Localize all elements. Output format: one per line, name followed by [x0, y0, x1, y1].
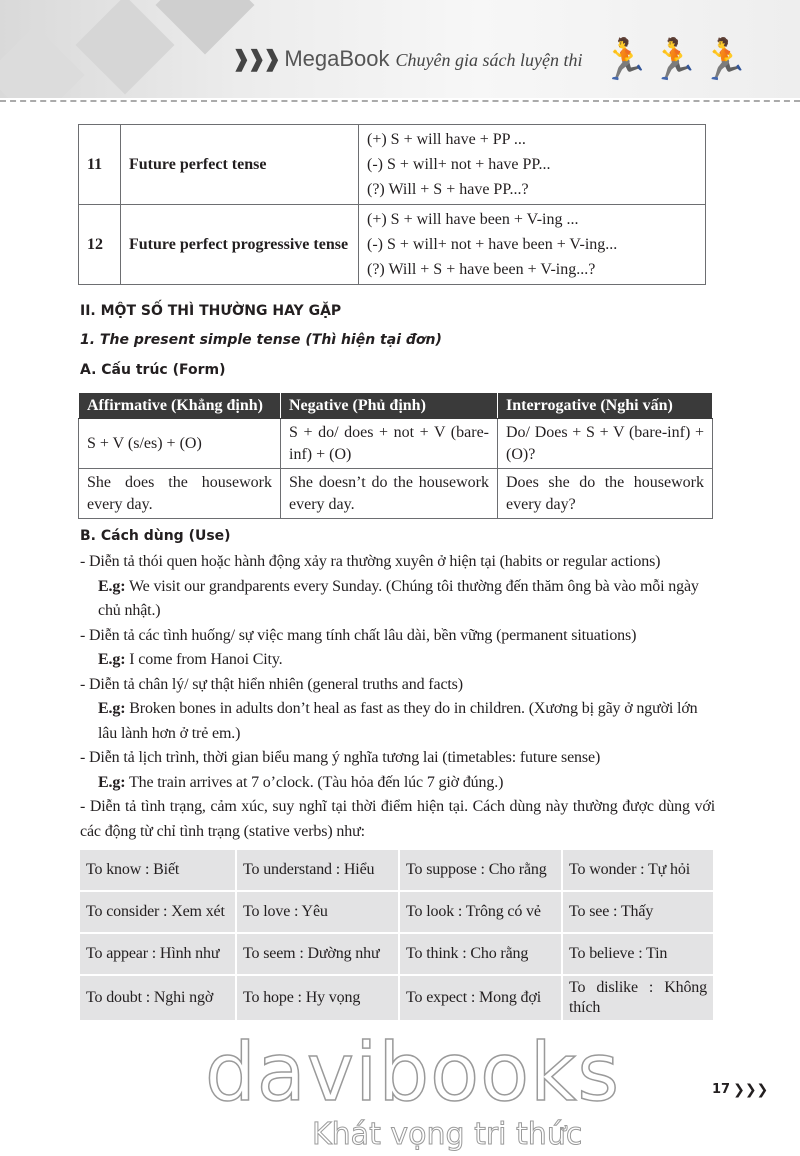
verb-cell: To doubt : Nghi ngờ — [80, 976, 235, 1020]
table-cell: She does the housework every day. — [79, 469, 281, 519]
table-row — [79, 205, 706, 285]
table-row — [80, 850, 713, 890]
verb-cell: To suppose : Cho rằng — [400, 850, 561, 890]
example-text: Broken bones in adults don’t heal as fast as they do in children. (Xương bị gãy ở người lớn lâu lành hơn ở trẻ em.) — [98, 700, 698, 742]
tense-forms — [359, 125, 706, 205]
page-number — [712, 1082, 768, 1098]
brand-name: MegaBook — [284, 46, 390, 71]
runners-illustration-icon: 🏃🏃🏃 — [600, 37, 750, 82]
table-row — [80, 976, 713, 1020]
example-label: E.g: — [98, 651, 126, 668]
chevrons-icon: ❯❯❯ — [733, 1082, 769, 1098]
tense-table — [78, 124, 706, 285]
use-heading: B. Cách dùng (Use) — [80, 528, 231, 544]
verb-cell: To understand : Hiểu — [237, 850, 398, 890]
decor-diamond — [76, 0, 175, 94]
verb-cell: To hope : Hy vọng — [237, 976, 398, 1020]
page-header — [0, 0, 800, 98]
watermark-slogan: Khát vọng tri thức — [312, 1117, 583, 1152]
table-row — [79, 125, 706, 205]
form-line: (?) Will + S + have PP...? — [367, 181, 529, 198]
tense-forms — [359, 205, 706, 285]
form-line: (-) S + will+ not + have PP... — [367, 156, 551, 173]
table-cell: She doesn’t do the housework every day. — [281, 469, 498, 519]
stative-verbs-table — [78, 848, 715, 1022]
watermark-brand: davibooks — [205, 1026, 621, 1119]
table-cell: Do/ Does + S + V (bare-inf) + (O)? — [498, 419, 713, 469]
tense-number: 11 — [79, 125, 121, 205]
use-list — [80, 550, 715, 1022]
table-cell: S + do/ does + not + V (bare-inf) + (O) — [281, 419, 498, 469]
form-table — [78, 392, 713, 519]
verb-cell: To know : Biết — [80, 850, 235, 890]
form-line: (-) S + will+ not + have been + V-ing... — [367, 236, 618, 253]
form-line: (+) S + will have + PP ... — [367, 131, 526, 148]
form-line: (+) S + will have been + V-ing ... — [367, 211, 579, 228]
verb-cell: To appear : Hình như — [80, 934, 235, 974]
use-item: - Diễn tả chân lý/ sự thật hiển nhiên (general truths and facts) — [80, 675, 463, 693]
table-row — [79, 469, 713, 519]
verb-cell: To consider : Xem xét — [80, 892, 235, 932]
use-item: - Diễn tả lịch trình, thời gian biểu mang ý nghĩa tương lai (timetables: future sense) — [80, 749, 601, 766]
column-header: Negative (Phủ định) — [281, 393, 498, 419]
tense-name: Future perfect tense — [121, 125, 359, 205]
verb-cell: To seem : Dường như — [237, 934, 398, 974]
form-line: (?) Will + S + have been + V-ing...? — [367, 261, 596, 278]
stative-intro: - Diễn tả tình trạng, cảm xúc, suy nghĩ tại thời điểm hiện tại. Cách dùng này thường được dùng với các động từ chỉ tình trạng (stative verbs) như: — [80, 798, 715, 840]
verb-cell: To wonder : Tự hỏi — [563, 850, 713, 890]
verb-cell: To dislike : Không thích — [563, 976, 713, 1020]
table-cell: Does she do the housework every day? — [498, 469, 713, 519]
decor-diamond — [0, 26, 84, 98]
example-label: E.g: — [98, 700, 126, 717]
example — [80, 575, 715, 624]
example-text: The train arrives at 7 o’clock. (Tàu hỏa đến lúc 7 giờ đúng.) — [125, 773, 504, 791]
form-heading: A. Cấu trúc (Form) — [80, 362, 226, 378]
table-cell: S + V (s/es) + (O) — [79, 419, 281, 469]
verb-cell: To see : Thấy — [563, 892, 713, 932]
verb-cell: To think : Cho rằng — [400, 934, 561, 974]
header-divider — [0, 100, 800, 102]
verb-cell: To expect : Mong đợi — [400, 976, 561, 1020]
section-title: II. MỘT SỐ THÌ THƯỜNG HAY GẶP — [80, 303, 342, 319]
example-label: E.g: — [98, 577, 126, 595]
example-label: E.g: — [98, 773, 126, 791]
subsection-title: 1. The present simple tense (Thì hiện tại đơn) — [80, 332, 442, 348]
tense-number: 12 — [79, 205, 121, 285]
column-header: Interrogative (Nghi vấn) — [498, 393, 713, 419]
brand-logo — [232, 46, 582, 72]
tense-name: Future perfect progressive tense — [121, 205, 359, 285]
table-header-row — [79, 393, 713, 419]
example-text: I come from Hanoi City. — [125, 651, 283, 668]
use-item: - Diễn tả thói quen hoặc hành động xảy ra thường xuyên ở hiện tại (habits or regular actions) — [80, 553, 661, 570]
verb-cell: To believe : Tin — [563, 934, 713, 974]
example — [80, 648, 715, 673]
example — [80, 771, 715, 796]
logo-icon: ❱❱❱ — [232, 46, 279, 71]
brand-tagline: Chuyên gia sách luyện thi — [395, 50, 583, 70]
example-text: We visit our grandparents every Sunday. (Chúng tôi thường đến thăm ông bà vào mỗi ngày chủ nhật.) — [98, 577, 699, 619]
table-row — [79, 419, 713, 469]
example — [80, 697, 715, 746]
table-row — [80, 892, 713, 932]
verb-cell: To love : Yêu — [237, 892, 398, 932]
use-item: - Diễn tả các tình huống/ sự việc mang tính chất lâu dài, bền vững (permanent situations) — [80, 626, 637, 644]
verb-cell: To look : Trông có vẻ — [400, 892, 561, 932]
table-row — [80, 934, 713, 974]
column-header: Affirmative (Khẳng định) — [79, 393, 281, 419]
page-number-text: 17 — [712, 1082, 731, 1097]
